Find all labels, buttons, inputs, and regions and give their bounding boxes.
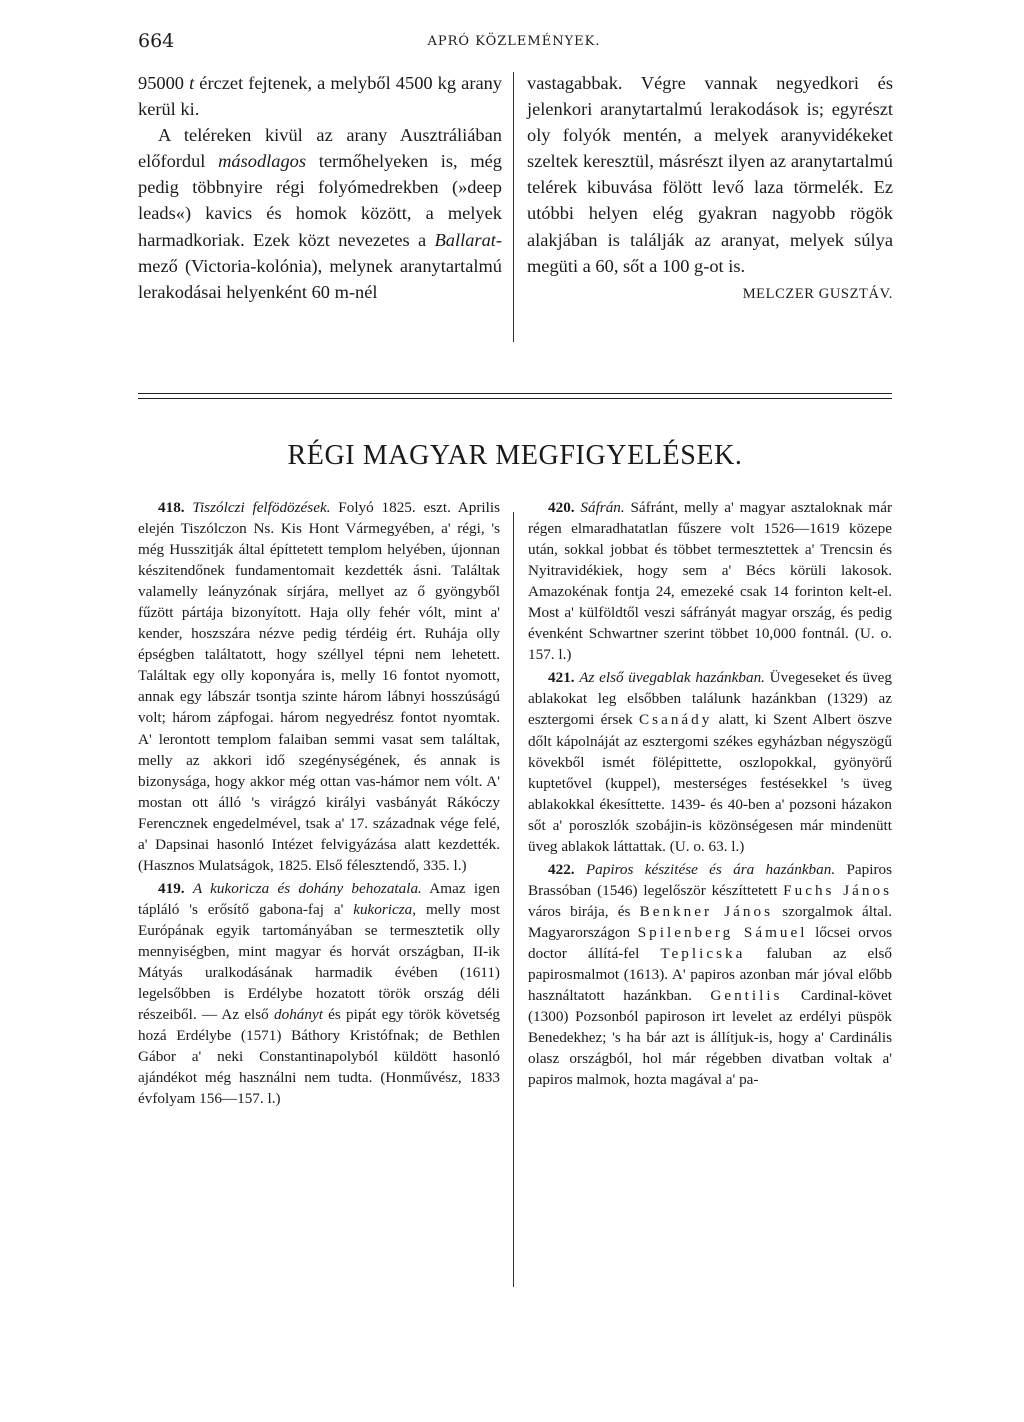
paragraph: A teléreken kivül az arany Ausztráliában előfordul másodlagos termőhelyeken is, még pedig többnyire régi folyómedrekben (»deep leads«) kavics és homok között, a melyek harmadkoriak. Ezek közt nevezetes a Ballarat-mező (Victoria-kolónia), melynek aranytartalmú lerakodásai helyenként 60 m-nél bbox=[138, 125, 502, 302]
place-name: Teplicska bbox=[660, 944, 746, 962]
running-head: APRÓ KÖZLEMÉNYEK. bbox=[427, 34, 601, 49]
article-number: 421. bbox=[548, 669, 575, 687]
paragraph: 95000 t érczet fejtenek, a melyből 4500 kg arany kerül ki. bbox=[138, 73, 502, 120]
article-418 bbox=[138, 497, 500, 876]
author-signature: MELCZER GUSZTÁV. bbox=[742, 285, 893, 302]
article-number: 422. bbox=[548, 860, 575, 878]
article-body: Sáfránt, melly a' magyar asztaloknak már régen elmaradhatatlan fűszere volt 1526—1619 közepe után, sokkal jobbat és többet termesztettek a' Trencsin és Nyitravidékiek, hogy sem a' Bécs körüli lakosok. Amazokénak fontja 24, emezeké csak 14 forinton kelt-el. Most a' külföldtől veszi sáfrányát magyar ország, és pedig évenként Schwartner szerint többet 10,000 fontnál. (U. o. 157. l.) bbox=[528, 499, 893, 664]
person-name: Csanády bbox=[639, 711, 713, 729]
person-name: Spilenberg Sámuel bbox=[637, 923, 808, 941]
article-title: Az első üvegablak hazánkban. bbox=[579, 669, 765, 687]
article-number: 418. bbox=[158, 499, 185, 516]
article-title: Papiros készitése és ára hazánkban. bbox=[585, 860, 836, 878]
section-divider bbox=[138, 393, 892, 399]
paragraph: vastagabbak. Végre vannak negyedkori és jelenkori aranytartalmú lerakodások is; egyrészt oly folyók mentén, a melyek aranyvidékeket szeltek keresztül, másrészt ilyen az aranytartalmú telérek kibuvása fölött levő laza törmelék. Ez utóbbi helyen elég gyakran nagyobb rögök alakjában is találják az aranyat, melyek súlya megüti a 60, sőt a 100 g-ot is. bbox=[527, 73, 893, 276]
section-title: RÉGI MAGYAR MEGFIGYELÉSEK. bbox=[287, 440, 743, 471]
top-article-right-column bbox=[527, 70, 893, 307]
article-421: 421. Az első üvegablak hazánkban. Üvegeseket és üveg ablakokat leg elsőbben találunk hazánkban (1329) az esztergomi érsek Csanády alatt, ki Szent Albert öszve dőlt kápolnáját az esztergomi székes egyházban négyszögű kövekből ismét fölépittette, oszlopokkal, gyönyörű kuptetővel (kuppel), mesterséges festésekkel 's üveg ablakokkal ékesíttette. 1439- és 40-ben a' pozsoni házakon sőt a' poroszlók szobájin-is közönségesen már mindenütt üveg ablakok láttattak. (U. o. 63. l.) bbox=[528, 669, 893, 855]
person-name: Gentilis bbox=[710, 987, 783, 1005]
bottom-right-column bbox=[528, 497, 892, 1090]
article-title: A kukoricza és dohány behozatala. bbox=[192, 879, 422, 897]
article-419: 419. A kukoricza és dohány behozatala. Amaz igen tápláló 's erősítő gabona-faj a' kukoricza, melly most Európának egyik tartományában se termesztetik olly mennyiségben, mint magyar és horvát országban, II-ik Mátyás uralkodásának harmadik évében (1611) legelsőbben is Erdélybe hozatott török ország déli részeiből. — Az első dohányt és pipát egy török követség hozá Erdélybe (1571) Báthory Kristófnak; de Bethlen Gábor a' neki Constantinapolyból küldött hasonló ajándékot még használni nem tudta. (Honművész, 1833 évfolyam 156—157. l.) bbox=[138, 879, 500, 1108]
top-article-left-column bbox=[138, 70, 502, 305]
article-number: 420. bbox=[548, 499, 575, 516]
article-422: 422. Papiros készitése és ára hazánkban. Papiros Brassóban (1546) legelőször készíttetett Fuchs János város birája, és Benkner János szorgalmok által. Magyarországon Spilenberg Sámuel lőcsei orvos doctor állítá-fel Teplicska faluban az első papirosmalmot (1613). A' papiros azonban már jóval előbb használtatott hazánkban. Gentilis Cardinal-követ (1300) Pozsonból papiroson irt levelet az erdélyi püspök Benedekhez; 's ha bár azt is állítjuk-is, hogy a' Cardinális olasz országból, hol már régebben divatban voltak a' papiros malmok, hozta magával a' pa- bbox=[528, 860, 893, 1089]
page-header bbox=[138, 30, 890, 58]
page-number: 664 bbox=[138, 30, 175, 52]
article-number: 419. bbox=[158, 879, 185, 897]
article-body: Folyó 1825. eszt. Aprilis elején Tiszólczon Ns. Kis Hont Vármegyében, a' régi, 's még Husszitják által építtetett templom helyében, újonnan készitendőnek fundamentomait kezdették ásni. Találtak valamelly leányzónak sírjára, mellyet az ő gyöngyből fűzött pártája bizonyított. Haja olly fehér vólt, mint a' kender, hoszszára nézve pedig térdéig ért. Ruhája olly épségben találtatott, hogy széllyel tépni nem lehetett. Találtak egy olly koponyára is, melly 16 fontot nyomott, annak egy lábszár tsontja szinte három lábnyi hosszúságú volt; három zápfogai. három negyedrész fontot nyomtak. A' lerontott templom falaiban semmi vasat sem találtak, melly az akkori idő szegénységének, és annak is bizonysága, hogy akkor még ottan vas-hámor nem vólt. A' mostan ott álló 's virágzó királyi vasbányát Rákóczy Ferencznek engedelmével, tsak a' 17. századnak vége felé, a' Dapsinai hasonló Intézet felvigyázása alatt kezdették. (Hasznos Mulatságok, 1825. Első félesztendő, 335. l.) bbox=[138, 499, 500, 874]
column-divider bbox=[513, 512, 514, 1287]
bottom-left-column bbox=[138, 497, 500, 1109]
article-title: Tiszólczi felfödözések. bbox=[192, 499, 331, 516]
article-420 bbox=[528, 497, 892, 665]
article-title: Sáfrán. bbox=[580, 499, 625, 516]
person-name: Benkner János bbox=[639, 902, 774, 920]
column-divider bbox=[513, 72, 514, 342]
person-name: Fuchs János bbox=[783, 881, 892, 899]
